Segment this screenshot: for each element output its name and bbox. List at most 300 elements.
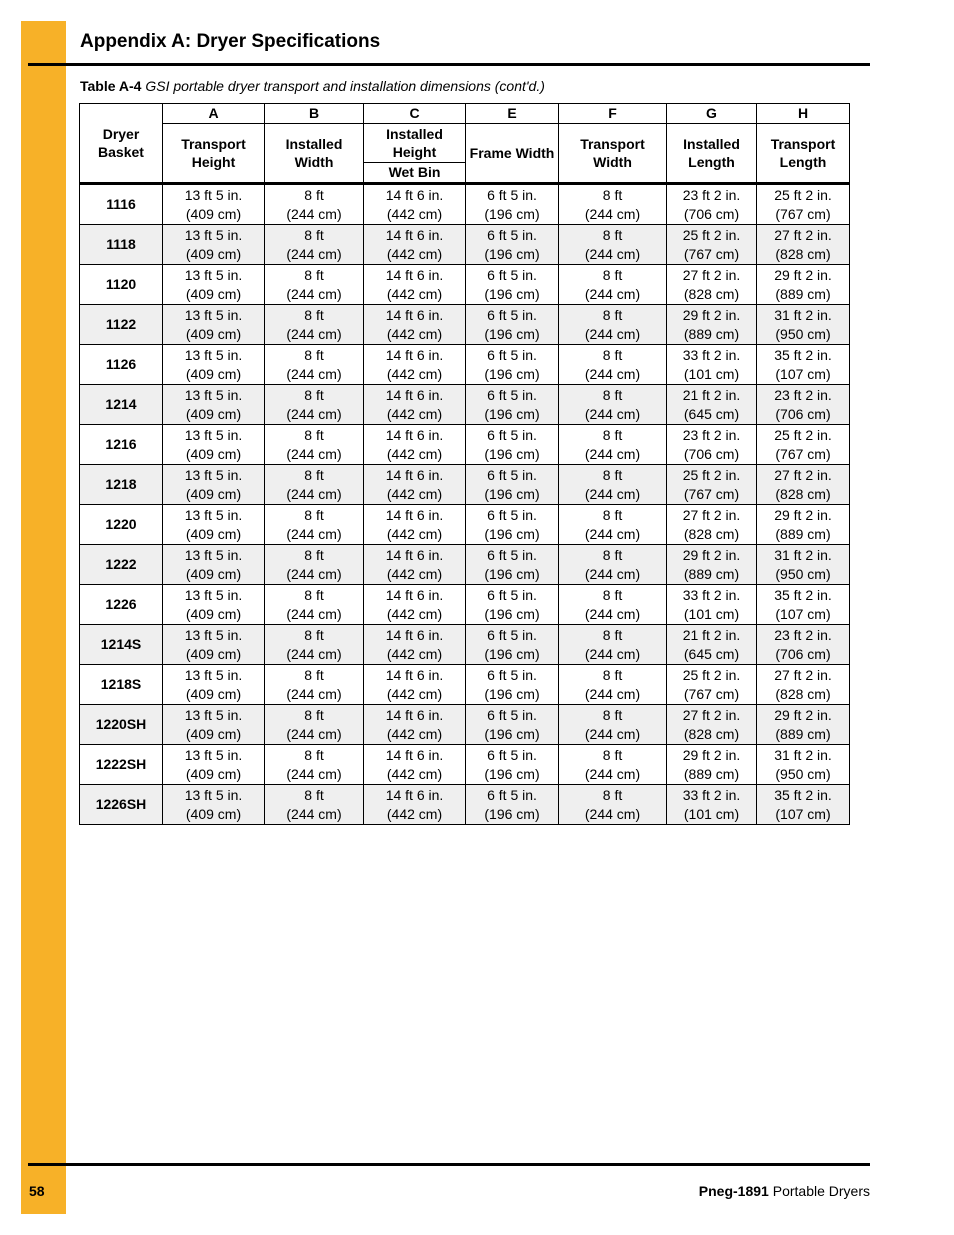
model-cell: 1116	[80, 184, 163, 225]
metric-value: (244 cm)	[584, 525, 641, 542]
dimension-cell-c	[364, 385, 466, 425]
metric-value: (244 cm)	[286, 805, 342, 822]
imperial-value: 14 ft 6 in.	[385, 586, 444, 603]
dimension-cell-h	[757, 705, 850, 745]
imperial-value: 8 ft	[602, 746, 623, 763]
imperial-value: 14 ft 6 in.	[385, 226, 444, 243]
imperial-value: 14 ft 6 in.	[385, 346, 444, 363]
dimension-cell-e	[466, 505, 559, 545]
imperial-value: 8 ft	[602, 626, 623, 643]
imperial-value: 14 ft 6 in.	[385, 186, 444, 203]
col-name-h: Transport Length	[757, 124, 850, 184]
model-cell: 1214	[80, 385, 163, 425]
col-name-g: Installed Length	[667, 124, 757, 184]
model-cell: 1220SH	[80, 705, 163, 745]
imperial-value: 31 ft 2 in.	[774, 306, 832, 323]
metric-value: (244 cm)	[584, 685, 641, 702]
imperial-value: 13 ft 5 in.	[184, 626, 243, 643]
model-cell: 1226	[80, 585, 163, 625]
col-sub-c: Wet Bin	[364, 163, 466, 184]
dimension-cell-f	[559, 625, 667, 665]
dimension-cell-c	[364, 505, 466, 545]
imperial-value: 29 ft 2 in.	[682, 546, 741, 563]
metric-value: (244 cm)	[286, 525, 342, 542]
imperial-value: 6 ft 5 in.	[487, 546, 537, 563]
imperial-value: 25 ft 2 in.	[682, 466, 741, 483]
dimension-cell-h	[757, 465, 850, 505]
dimension-cell-f	[559, 785, 667, 825]
metric-value: (767 cm)	[775, 445, 831, 462]
metric-value: (442 cm)	[386, 485, 443, 502]
dimension-cell-c	[364, 184, 466, 225]
metric-value: (767 cm)	[683, 245, 740, 262]
dimension-cell-f	[559, 345, 667, 385]
metric-value: (889 cm)	[683, 325, 740, 342]
dimension-cell-e	[466, 585, 559, 625]
table-row	[80, 305, 850, 345]
metric-value: (409 cm)	[185, 405, 242, 422]
imperial-value: 33 ft 2 in.	[682, 586, 741, 603]
imperial-value: 8 ft	[602, 186, 623, 203]
imperial-value: 6 ft 5 in.	[487, 266, 537, 283]
imperial-value: 6 ft 5 in.	[487, 506, 537, 523]
metric-value: (442 cm)	[386, 525, 443, 542]
dimension-cell-b	[265, 745, 364, 785]
metric-value: (442 cm)	[386, 725, 443, 742]
dimension-cell-a	[163, 184, 265, 225]
dimension-cell-e	[466, 545, 559, 585]
col-letter-f: F	[559, 104, 667, 124]
imperial-value: 13 ft 5 in.	[184, 546, 243, 563]
metric-value: (244 cm)	[584, 245, 641, 262]
imperial-value: 8 ft	[304, 346, 324, 363]
metric-value: (442 cm)	[386, 685, 443, 702]
imperial-value: 13 ft 5 in.	[184, 306, 243, 323]
metric-value: (244 cm)	[286, 405, 342, 422]
dimension-cell-b	[265, 225, 364, 265]
dimension-cell-f	[559, 585, 667, 625]
dimension-cell-f	[559, 385, 667, 425]
imperial-value: 6 ft 5 in.	[487, 706, 537, 723]
imperial-value: 27 ft 2 in.	[682, 706, 741, 723]
col-name-a: Transport Height	[163, 124, 265, 184]
dimension-cell-h	[757, 665, 850, 705]
dimension-cell-h	[757, 184, 850, 225]
column-name-row	[80, 124, 850, 163]
dimension-cell-h	[757, 585, 850, 625]
imperial-value: 13 ft 5 in.	[184, 506, 243, 523]
dimension-cell-b	[265, 625, 364, 665]
metric-value: (409 cm)	[185, 485, 242, 502]
dimension-cell-e	[466, 225, 559, 265]
metric-value: (196 cm)	[484, 445, 540, 462]
imperial-value: 8 ft	[602, 386, 623, 403]
dimension-cell-e	[466, 745, 559, 785]
metric-value: (244 cm)	[584, 485, 641, 502]
metric-value: (409 cm)	[185, 605, 242, 622]
metric-value: (244 cm)	[286, 605, 342, 622]
document-title: Portable Dryers	[772, 1183, 870, 1199]
table-row	[80, 465, 850, 505]
col-name-e: Frame Width	[466, 124, 559, 184]
metric-value: (196 cm)	[484, 365, 540, 382]
imperial-value: 8 ft	[304, 666, 324, 683]
dimension-cell-f	[559, 705, 667, 745]
metric-value: (645 cm)	[683, 645, 740, 662]
metric-value: (244 cm)	[584, 445, 641, 462]
dimension-cell-g	[667, 545, 757, 585]
table-row	[80, 545, 850, 585]
metric-value: (889 cm)	[775, 525, 831, 542]
table-row	[80, 425, 850, 465]
dimension-cell-f	[559, 665, 667, 705]
metric-value: (244 cm)	[286, 445, 342, 462]
dimension-cell-f	[559, 465, 667, 505]
metric-value: (244 cm)	[286, 205, 342, 222]
dimension-cell-g	[667, 184, 757, 225]
imperial-value: 14 ft 6 in.	[385, 666, 444, 683]
dimension-cell-a	[163, 505, 265, 545]
table-row	[80, 785, 850, 825]
metric-value: (244 cm)	[584, 765, 641, 782]
imperial-value: 25 ft 2 in.	[682, 226, 741, 243]
metric-value: (409 cm)	[185, 685, 242, 702]
metric-value: (196 cm)	[484, 685, 540, 702]
metric-value: (828 cm)	[775, 485, 831, 502]
metric-value: (244 cm)	[584, 805, 641, 822]
metric-value: (196 cm)	[484, 485, 540, 502]
dimension-cell-h	[757, 225, 850, 265]
imperial-value: 6 ft 5 in.	[487, 786, 537, 803]
metric-value: (409 cm)	[185, 205, 242, 222]
imperial-value: 29 ft 2 in.	[682, 746, 741, 763]
metric-value: (442 cm)	[386, 205, 443, 222]
metric-value: (767 cm)	[775, 205, 831, 222]
model-cell: 1226SH	[80, 785, 163, 825]
imperial-value: 8 ft	[304, 386, 324, 403]
imperial-value: 25 ft 2 in.	[774, 186, 832, 203]
metric-value: (196 cm)	[484, 525, 540, 542]
imperial-value: 6 ft 5 in.	[487, 386, 537, 403]
col-letter-h: H	[757, 104, 850, 124]
table-row	[80, 745, 850, 785]
imperial-value: 23 ft 2 in.	[774, 626, 832, 643]
dimension-cell-e	[466, 305, 559, 345]
metric-value: (706 cm)	[683, 205, 740, 222]
imperial-value: 8 ft	[602, 706, 623, 723]
imperial-value: 8 ft	[304, 266, 324, 283]
metric-value: (442 cm)	[386, 325, 443, 342]
imperial-value: 6 ft 5 in.	[487, 426, 537, 443]
imperial-value: 8 ft	[602, 426, 623, 443]
metric-value: (889 cm)	[775, 725, 831, 742]
imperial-value: 33 ft 2 in.	[682, 346, 741, 363]
dimension-cell-e	[466, 705, 559, 745]
metric-value: (244 cm)	[584, 365, 641, 382]
imperial-value: 8 ft	[304, 426, 324, 443]
dimension-cell-h	[757, 385, 850, 425]
imperial-value: 6 ft 5 in.	[487, 626, 537, 643]
dimension-cell-f	[559, 305, 667, 345]
imperial-value: 31 ft 2 in.	[774, 746, 832, 763]
dimension-cell-b	[265, 184, 364, 225]
table-caption	[80, 78, 545, 94]
table-caption-label: Table A-4	[80, 78, 142, 94]
metric-value: (409 cm)	[185, 325, 242, 342]
col-letter-g: G	[667, 104, 757, 124]
dimension-cell-c	[364, 305, 466, 345]
metric-value: (196 cm)	[484, 805, 540, 822]
metric-value: (442 cm)	[386, 565, 443, 582]
imperial-value: 13 ft 5 in.	[184, 786, 243, 803]
dimension-cell-c	[364, 585, 466, 625]
metric-value: (409 cm)	[185, 525, 242, 542]
metric-value: (889 cm)	[775, 285, 831, 302]
dimension-cell-b	[265, 425, 364, 465]
dimension-cell-h	[757, 505, 850, 545]
col-letter-b: B	[265, 104, 364, 124]
imperial-value: 8 ft	[304, 706, 324, 723]
col-letter-e: E	[466, 104, 559, 124]
metric-value: (244 cm)	[286, 245, 342, 262]
col-letter-c: C	[364, 104, 466, 124]
dimension-cell-c	[364, 745, 466, 785]
imperial-value: 21 ft 2 in.	[682, 386, 741, 403]
dimension-cell-g	[667, 425, 757, 465]
imperial-value: 29 ft 2 in.	[774, 506, 832, 523]
metric-value: (244 cm)	[584, 605, 641, 622]
imperial-value: 14 ft 6 in.	[385, 466, 444, 483]
imperial-value: 14 ft 6 in.	[385, 746, 444, 763]
dimension-cell-f	[559, 745, 667, 785]
table-row	[80, 665, 850, 705]
col-name-b: Installed Width	[265, 124, 364, 184]
metric-value: (828 cm)	[775, 685, 831, 702]
metric-value: (101 cm)	[683, 365, 740, 382]
table-row	[80, 385, 850, 425]
imperial-value: 27 ft 2 in.	[774, 466, 832, 483]
dimension-cell-b	[265, 785, 364, 825]
imperial-value: 13 ft 5 in.	[184, 266, 243, 283]
metric-value: (101 cm)	[683, 805, 740, 822]
metric-value: (442 cm)	[386, 405, 443, 422]
imperial-value: 8 ft	[602, 546, 623, 563]
table-row	[80, 345, 850, 385]
dimension-cell-e	[466, 345, 559, 385]
imperial-value: 8 ft	[304, 226, 324, 243]
imperial-value: 23 ft 2 in.	[682, 186, 741, 203]
metric-value: (244 cm)	[286, 485, 342, 502]
dimension-cell-a	[163, 705, 265, 745]
imperial-value: 13 ft 5 in.	[184, 746, 243, 763]
imperial-value: 23 ft 2 in.	[774, 386, 832, 403]
metric-value: (244 cm)	[584, 565, 641, 582]
imperial-value: 8 ft	[602, 586, 623, 603]
dimension-cell-a	[163, 545, 265, 585]
imperial-value: 13 ft 5 in.	[184, 586, 243, 603]
table-row	[80, 705, 850, 745]
dimension-cell-e	[466, 625, 559, 665]
table-row	[80, 265, 850, 305]
imperial-value: 6 ft 5 in.	[487, 746, 537, 763]
metric-value: (706 cm)	[775, 645, 831, 662]
metric-value: (442 cm)	[386, 645, 443, 662]
imperial-value: 23 ft 2 in.	[682, 426, 741, 443]
imperial-value: 8 ft	[304, 466, 324, 483]
dimension-cell-b	[265, 465, 364, 505]
imperial-value: 8 ft	[304, 586, 324, 603]
footer-document	[699, 1183, 870, 1199]
metric-value: (706 cm)	[775, 405, 831, 422]
dimension-cell-b	[265, 305, 364, 345]
page-number: 58	[29, 1183, 45, 1199]
model-cell: 1220	[80, 505, 163, 545]
metric-value: (196 cm)	[484, 565, 540, 582]
dimension-cell-e	[466, 465, 559, 505]
dimension-cell-e	[466, 425, 559, 465]
dimension-cell-a	[163, 265, 265, 305]
imperial-value: 33 ft 2 in.	[682, 786, 741, 803]
metric-value: (244 cm)	[286, 325, 342, 342]
dimension-cell-c	[364, 225, 466, 265]
imperial-value: 27 ft 2 in.	[774, 666, 832, 683]
footer-divider	[28, 1163, 870, 1166]
imperial-value: 8 ft	[304, 506, 324, 523]
imperial-value: 13 ft 5 in.	[184, 386, 243, 403]
header-divider	[28, 63, 870, 66]
model-cell: 1218	[80, 465, 163, 505]
table-row	[80, 585, 850, 625]
imperial-value: 14 ft 6 in.	[385, 546, 444, 563]
col-letter-a: A	[163, 104, 265, 124]
metric-value: (442 cm)	[386, 605, 443, 622]
metric-value: (196 cm)	[484, 605, 540, 622]
imperial-value: 8 ft	[602, 786, 623, 803]
imperial-value: 13 ft 5 in.	[184, 226, 243, 243]
dimension-cell-h	[757, 305, 850, 345]
dimension-cell-b	[265, 545, 364, 585]
imperial-value: 35 ft 2 in.	[774, 586, 832, 603]
metric-value: (767 cm)	[683, 685, 740, 702]
dimension-cell-b	[265, 345, 364, 385]
dimension-cell-h	[757, 545, 850, 585]
dimension-cell-c	[364, 545, 466, 585]
model-cell: 1118	[80, 225, 163, 265]
imperial-value: 8 ft	[602, 306, 623, 323]
dimension-cell-c	[364, 425, 466, 465]
dimension-cell-a	[163, 305, 265, 345]
imperial-value: 6 ft 5 in.	[487, 226, 537, 243]
metric-value: (107 cm)	[775, 805, 831, 822]
metric-value: (442 cm)	[386, 245, 443, 262]
metric-value: (196 cm)	[484, 645, 540, 662]
dimension-cell-b	[265, 705, 364, 745]
dimension-cell-b	[265, 385, 364, 425]
table-row	[80, 184, 850, 225]
dimension-cell-c	[364, 265, 466, 305]
metric-value: (950 cm)	[775, 325, 831, 342]
dimension-cell-a	[163, 785, 265, 825]
metric-value: (706 cm)	[683, 445, 740, 462]
imperial-value: 6 ft 5 in.	[487, 346, 537, 363]
dimension-cell-f	[559, 265, 667, 305]
metric-value: (442 cm)	[386, 805, 443, 822]
dimension-cell-f	[559, 425, 667, 465]
metric-value: (409 cm)	[185, 725, 242, 742]
model-cell: 1222	[80, 545, 163, 585]
dimension-cell-c	[364, 625, 466, 665]
imperial-value: 6 ft 5 in.	[487, 186, 537, 203]
imperial-value: 29 ft 2 in.	[774, 266, 832, 283]
dimension-cell-a	[163, 585, 265, 625]
imperial-value: 13 ft 5 in.	[184, 666, 243, 683]
metric-value: (889 cm)	[683, 765, 740, 782]
metric-value: (244 cm)	[286, 685, 342, 702]
imperial-value: 8 ft	[304, 186, 324, 203]
model-cell: 1126	[80, 345, 163, 385]
dimension-cell-h	[757, 425, 850, 465]
dimension-cell-c	[364, 465, 466, 505]
table-body	[80, 184, 850, 825]
imperial-value: 27 ft 2 in.	[774, 226, 832, 243]
model-cell: 1120	[80, 265, 163, 305]
corner-header	[80, 104, 163, 184]
metric-value: (244 cm)	[286, 645, 342, 662]
imperial-value: 8 ft	[304, 306, 324, 323]
metric-value: (767 cm)	[683, 485, 740, 502]
imperial-value: 25 ft 2 in.	[682, 666, 741, 683]
dimension-cell-b	[265, 265, 364, 305]
dimension-cell-a	[163, 385, 265, 425]
imperial-value: 6 ft 5 in.	[487, 466, 537, 483]
imperial-value: 6 ft 5 in.	[487, 306, 537, 323]
metric-value: (244 cm)	[584, 325, 641, 342]
imperial-value: 14 ft 6 in.	[385, 266, 444, 283]
metric-value: (409 cm)	[185, 765, 242, 782]
imperial-value: 13 ft 5 in.	[184, 186, 243, 203]
dimension-cell-g	[667, 665, 757, 705]
metric-value: (107 cm)	[775, 365, 831, 382]
dimension-cell-a	[163, 665, 265, 705]
imperial-value: 8 ft	[602, 466, 623, 483]
col-name-c-text: Installed Height	[386, 126, 443, 160]
metric-value: (442 cm)	[386, 765, 443, 782]
table-row	[80, 225, 850, 265]
metric-value: (645 cm)	[683, 405, 740, 422]
page-title: Appendix A: Dryer Specifications	[80, 31, 381, 52]
metric-value: (409 cm)	[185, 365, 242, 382]
imperial-value: 13 ft 5 in.	[184, 426, 243, 443]
dimension-cell-c	[364, 785, 466, 825]
imperial-value: 8 ft	[304, 746, 324, 763]
metric-value: (196 cm)	[484, 205, 540, 222]
imperial-value: 6 ft 5 in.	[487, 666, 537, 683]
dimension-cell-h	[757, 745, 850, 785]
dimension-cell-e	[466, 184, 559, 225]
imperial-value: 14 ft 6 in.	[385, 706, 444, 723]
table-row	[80, 505, 850, 545]
metric-value: (950 cm)	[775, 765, 831, 782]
dimension-cell-c	[364, 665, 466, 705]
imperial-value: 14 ft 6 in.	[385, 306, 444, 323]
imperial-value: 25 ft 2 in.	[774, 426, 832, 443]
metric-value: (828 cm)	[683, 525, 740, 542]
dimension-cell-e	[466, 265, 559, 305]
imperial-value: 8 ft	[602, 266, 623, 283]
imperial-value: 21 ft 2 in.	[682, 626, 741, 643]
metric-value: (442 cm)	[386, 365, 443, 382]
metric-value: (409 cm)	[185, 245, 242, 262]
